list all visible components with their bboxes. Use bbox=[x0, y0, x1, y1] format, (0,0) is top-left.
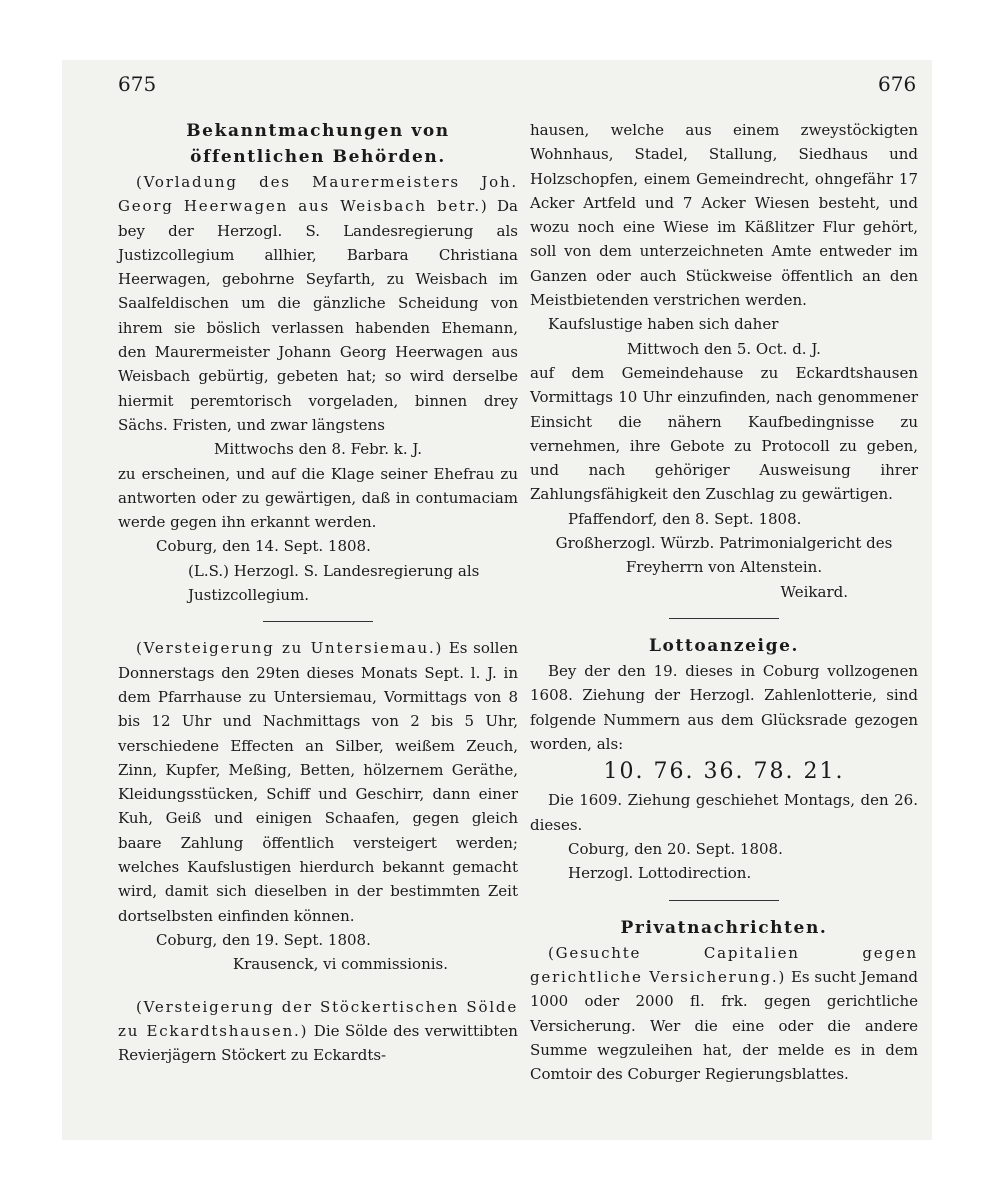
notice-summons-body-continued: zu erscheinen, und auf die Klage seiner Ehefrau zu antworten oder zu gewärtigen, daß in contumaciam werde gegen ihn erkannt werden. bbox=[118, 464, 518, 532]
page-number-right: 676 bbox=[878, 72, 917, 96]
notice-summons-date: Mittwochs den 8. Febr. k. J. bbox=[214, 440, 422, 459]
notice-capital-title: (Gesuchte Capitalien gegen gerichtliche Versicherung.) bbox=[530, 943, 918, 986]
lotto-place-date: Coburg, den 20. Sept. 1808. bbox=[568, 840, 783, 859]
notice-auction-title: (Versteigerung zu Untersiemau.) bbox=[136, 639, 444, 658]
notice-soelde-continued: hausen, welche aus einem zweystöckigten Wohnhaus, Stadel, Stallung, Siedhaus und Holzschopfen, einem Gemeindrecht, ohngefähr 17 Acker Artfeld und 7 Acker Wiesen besteht, und wozu noch eine Wiese im Käßlitzer Flur gehört, soll von dem unterzeichneten Amte entweder im Ganzen oder auch Stückweise öffentlich an den Meistbietenden verstrichen werden. bbox=[530, 121, 918, 310]
notice-summons bbox=[118, 170, 518, 437]
notice-soelde-body: Die Sölde des verwittibten Revierjägern Stöckert zu Eckardts- bbox=[118, 1021, 518, 1065]
notice-auction-signature: Krausenck, vi commissionis. bbox=[232, 955, 448, 974]
left-column bbox=[118, 118, 518, 1067]
divider bbox=[263, 621, 373, 622]
notice-soelde-buyers: Kaufslustige haben sich daher bbox=[548, 315, 779, 334]
right-column bbox=[530, 118, 918, 1086]
notice-soelde-title: (Versteigerung der Stöckertischen Sölde zu Eckardtshausen.) bbox=[118, 997, 518, 1040]
notice-summons-body: Da bey der Herzogl. S. Landesregierung als Justizcollegium allhier, Barbara Christiana Heerwagen, gebohrne Seyfarth, zu Weisbach im Saalfeldischen um die gänzliche Scheidung von ihrem sie böslich verlassen habenden Ehemann, den Maurermeister Johann Georg Heerwagen aus Weisbach gebürtig, gebeten hat; so wird derselbe hiermit peremtorisch vorgeladen, binnen drey Sächs. Fristen, und zwar längstens bbox=[118, 197, 518, 434]
notice-capital-body: Es sucht Jemand 1000 oder 2000 fl. frk. gegen gerichtliche Versicherung. Wer die eine oder die andere Summe wegzuleihen hat, der melde es in dem Comtoir des Coburger Regierungsblattes. bbox=[530, 967, 918, 1084]
section-heading-private: Privatnachrichten. bbox=[620, 917, 828, 938]
notice-capital-wanted bbox=[530, 941, 918, 1087]
notice-summons-signature: (L.S.) Herzogl. S. Landesregierung als Justizcollegium. bbox=[188, 561, 480, 605]
section-heading-authorities: Bekanntmachungen von öffentlichen Behörden. bbox=[186, 121, 450, 167]
notice-auction-eckardtshausen bbox=[118, 995, 518, 1068]
lotto-body: Bey der den 19. dieses in Coburg vollzogenen 1608. Ziehung der Herzogl. Zahlenlotterie, sind folgende Nummern aus dem Glücksrade gezogen worden, als: bbox=[530, 661, 918, 753]
notice-auction-place-date: Coburg, den 19. Sept. 1808. bbox=[156, 930, 371, 949]
notice-summons-title: (Vorladung des Maurermeisters Joh. Georg Heerwagen aus Weisbach betr.) bbox=[118, 173, 518, 216]
spacer bbox=[118, 977, 518, 995]
notice-auction-untersiemau bbox=[118, 636, 518, 928]
lotto-signature: Herzogl. Lottodirection. bbox=[568, 864, 752, 883]
notice-auction-body: Es sollen Donnerstags den 29ten dieses Monats Sept. l. J. in dem Pfarrhause zu Untersiemau, Vormittags von 8 bis 12 Uhr und Nachmittags von 2 bis 5 Uhr, verschiedene Effecten an Silber, weißem Zeuch, Zinn, Kupfer, Meßing, Betten, hölzernem Geräthe, Kleidungsstücken, Schiff und Geschirr, dann einer Kuh, Geiß und einigen Schaafen, gegen gleich baare Zahlung öffentlich versteigert werden; welches Kaufslustigen hierdurch bekannt gemacht wird, damit sich dieselben in der bestimmten Zeit dortselbsten einfinden können. bbox=[118, 639, 518, 925]
divider bbox=[669, 618, 779, 619]
page-number-left: 675 bbox=[118, 72, 157, 96]
notice-summons-place-date: Coburg, den 14. Sept. 1808. bbox=[156, 537, 371, 556]
notice-soelde-date: Mittwoch den 5. Oct. d. J. bbox=[627, 339, 821, 358]
divider bbox=[669, 900, 779, 901]
notice-soelde-signature-court: Großherzogl. Würzb. Patrimonialgericht des Freyherrn von Altenstein. bbox=[555, 534, 893, 577]
notice-soelde-signature-name: Weikard. bbox=[780, 582, 848, 601]
lotto-next-draw: Die 1609. Ziehung geschiehet Montags, den 26. dieses. bbox=[530, 791, 918, 834]
lotto-numbers: 10. 76. 36. 78. 21. bbox=[603, 759, 845, 785]
notice-soelde-place-date: Pfaffendorf, den 8. Sept. 1808. bbox=[568, 509, 802, 528]
section-heading-lotto: Lottoanzeige. bbox=[648, 635, 800, 656]
notice-soelde-body-continued: auf dem Gemeindehause zu Eckardtshausen Vormittags 10 Uhr einzufinden, nach genommener Einsicht die nähern Kaufbedingnisse zu vernehmen, ihre Gebote zu Protocoll zu geben, und nach gehöriger Ausweisung ihrer Zahlungsfähigkeit den Zuschlag zu gewärtigen. bbox=[530, 363, 918, 504]
